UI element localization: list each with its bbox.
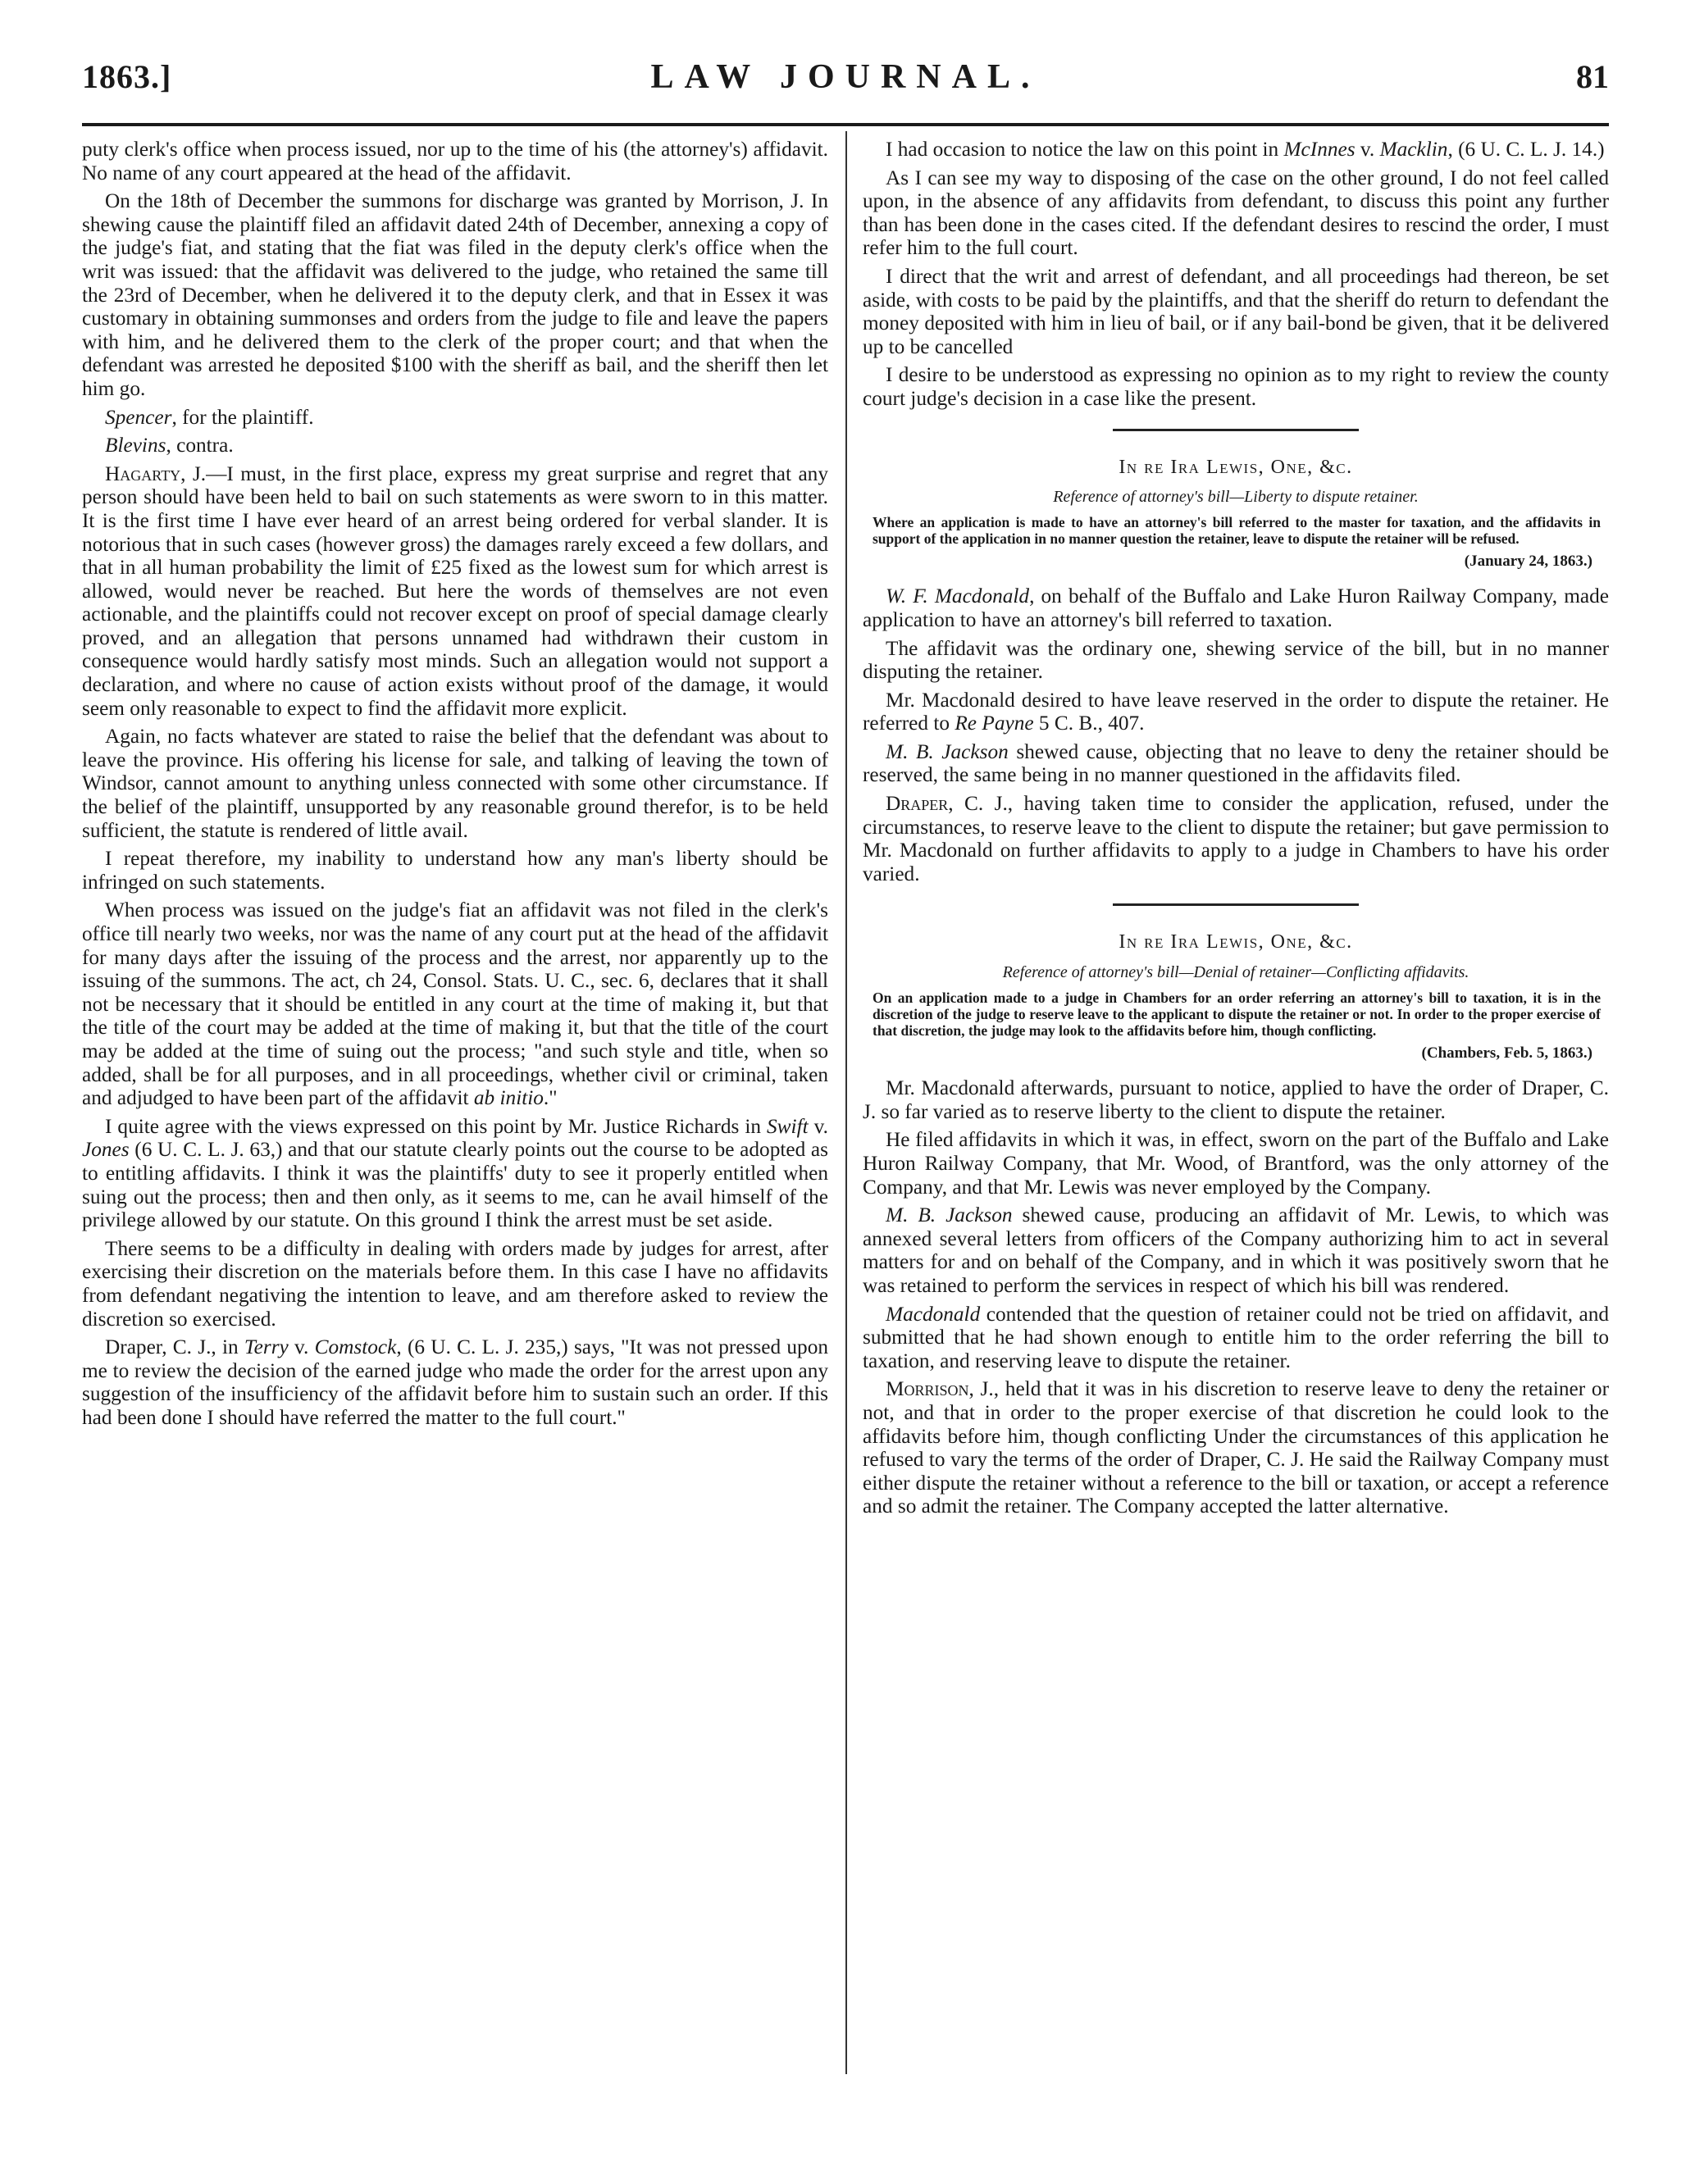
- header-year: 1863.]: [82, 58, 172, 95]
- paragraph: I repeat therefore, my inability to understand how any man's liberty should be infringed on such statements.: [82, 847, 828, 894]
- case-date: (Chambers, Feb. 5, 1863.): [1421, 1044, 1592, 1062]
- judgment-paragraph: [863, 1377, 1609, 1518]
- text: Draper, C. J., in: [105, 1335, 244, 1359]
- counsel-name: Macdonald: [886, 1302, 981, 1326]
- section-separator: [1113, 903, 1359, 906]
- counsel-name: W. F. Macdonald: [886, 585, 1030, 608]
- case-party: Macklin: [1379, 138, 1448, 161]
- counsel-name: M. B. Jackson: [886, 1203, 1013, 1227]
- case-party: McInnes: [1283, 138, 1356, 161]
- case-party: Jones: [82, 1138, 130, 1162]
- text: v.: [288, 1335, 315, 1359]
- counsel-role: , contra.: [166, 434, 234, 457]
- paragraph: [82, 1115, 828, 1232]
- text: I quite agree with the views expressed on this point by Mr. Justice Richards in: [105, 1114, 768, 1138]
- case-citation: Re Payne: [955, 712, 1034, 735]
- judgment-paragraph: [82, 462, 828, 721]
- judge-name: Draper, C. J.: [886, 792, 1008, 816]
- case-party: Terry: [244, 1335, 289, 1359]
- text: contended that the question of retainer could not be tried on affidavit, and submitted that he had shown enough to entitle him to the order referring the bill to taxation, and reserving leave to dispute the retainer.: [863, 1302, 1609, 1372]
- paragraph: [863, 1203, 1609, 1297]
- paragraph: I desire to be understood as expressing no opinion as to my right to review the county court judge's decision in a case like the present.: [863, 363, 1609, 410]
- paragraph: [863, 585, 1609, 631]
- text: (6 U. C. L. J. 63,) and that our statute clearly points out the course to be adopted as to entitling affidavits. I think it was the plaintiffs' duty to see it properly entitled when suing out the process; then and then only, as it seems to me, can he avail himself of the privilege allowed by our statute. On this ground I think the arrest must be set aside.: [82, 1138, 828, 1232]
- text: , (6 U. C. L. J. 14.): [1447, 138, 1605, 161]
- text: .": [543, 1086, 558, 1110]
- case-subtitle: Reference of attorney's bill—Denial of retainer—Conflicting affidavits.: [1002, 963, 1469, 982]
- paragraph: The affidavit was the ordinary one, shewing service of the bill, but in no manner disputing the retainer.: [863, 636, 1609, 684]
- case-title: In re Ira Lewis, One, &c.: [1119, 931, 1353, 953]
- header-rule: [82, 123, 1609, 126]
- counsel-line: [82, 406, 828, 430]
- paragraph: [863, 1303, 1609, 1373]
- text: v.: [1355, 138, 1380, 161]
- case-date: (January 24, 1863.): [1464, 552, 1592, 570]
- paragraph: I direct that the writ and arrest of defendant, and all proceedings had thereon, be set aside, with costs to be paid by the plaintiffs, and that the sheriff do return to defendant the money deposited with him in lieu of bail, or if any bail-bond be given, that it be delivered up to be cancelled: [863, 264, 1609, 358]
- case-party: Comstock: [314, 1335, 397, 1359]
- paragraph: On the 18th of December the summons for discharge was granted by Morrison, J. In shewing cause the plaintiff filed an affidavit dated 24th of December, annexing a copy of the judge's fiat, and stating that the fiat was filed in the deputy clerk's office when the writ was issued: that the affidavit was delivered to the judge, who retained the same till the 23rd of December, when he delivered it to the deputy clerk, and that in Essex it was customary in obtaining summonses and orders from the judge to file and leave the papers with him, and he delivered them to the clerk of the proper court; and that when the defendant was arrested he deposited $100 with the sheriff as bail, and the sheriff then let him go.: [82, 189, 828, 400]
- counsel-name: Blevins: [105, 434, 166, 457]
- case-title: In re Ira Lewis, One, &c.: [1119, 456, 1353, 478]
- paragraph: [863, 138, 1609, 162]
- counsel-line: [82, 434, 828, 457]
- text: 5 C. B., 407.: [1033, 712, 1145, 735]
- text: shewed cause, producing an affidavit of Mr. Lewis, to which was annexed several letters from officers of the Company authorizing him to act in several matters for and on behalf of the Company, and in which it was positively sworn that he was retained to perform the services in respect of which his bill was rendered.: [863, 1203, 1610, 1297]
- counsel-name: M. B. Jackson: [886, 739, 1009, 763]
- latin-phrase: ab initio: [473, 1086, 544, 1110]
- paragraph: [82, 899, 828, 1109]
- judge-name: Morrison, J.: [886, 1377, 994, 1401]
- left-column: [82, 138, 828, 1434]
- paragraph: [82, 1335, 828, 1429]
- paragraph: [863, 689, 1609, 735]
- text: , having taken time to consider the application, refused, under the circumstances, to reserve leave to the client to dispute the retainer; but gave permission to Mr. Macdonald on further affidavits to apply to a judge in Chambers to have his order varied.: [863, 792, 1609, 885]
- text: Mr. Macdonald desired to have leave reserved in the order to dispute the retainer. He referred to: [863, 688, 1609, 735]
- text: shewed cause, objecting that no leave to deny the retainer should be reserved, the same being in no manner questioned in the affidavits filed.: [863, 739, 1609, 787]
- text: , on behalf of the Buffalo and Lake Huron Railway Company, made application to have an attorney's bill referred to taxation.: [863, 585, 1609, 631]
- paragraph: As I can see my way to disposing of the case on the other ground, I do not feel called upon, in the absence of any affidavits from defendant, to discuss this point any further than has been done in the cases cited. If the defendant desires to rescind the order, I must refer him to the full court.: [863, 166, 1609, 260]
- paragraph: [863, 740, 1609, 787]
- page-number: 81: [1576, 58, 1609, 95]
- paragraph: Again, no facts whatever are stated to raise the belief that the defendant was about to leave the province. His offering his license for sale, and talking of leaving the town of Windsor, cannot amount to anything unless connected with some other circumstance. If the belief of the plaintiff, unsupported by any reasonable ground therefor, is to be held sufficient, the statute is rendered of little avail.: [82, 725, 828, 842]
- text: I had occasion to notice the law on this point in: [886, 138, 1284, 161]
- column-divider: [845, 131, 847, 2074]
- counsel-name: Spencer: [105, 405, 172, 429]
- paragraph: Mr. Macdonald afterwards, pursuant to notice, applied to have the order of Draper, C. J. so far varied as to reserve liberty to the client to dispute the retainer.: [863, 1076, 1609, 1123]
- headnote: On an application made to a judge in Chambers for an order referring an attorney's bill to taxation, it is in the discretion of the judge to reserve leave to the applicant to dispute the retainer or not. In order to the proper exercise of that discretion, the judge may look to the affidavits before him, though conflicting.: [873, 989, 1601, 1039]
- case-subtitle: Reference of attorney's bill—Liberty to dispute retainer.: [1053, 488, 1419, 507]
- right-column: [863, 138, 1609, 1523]
- judgment-text: —I must, in the first place, express my great surprise and regret that any person should have been held to bail on such statements as were sworn to in this matter. It is the first time I have ever heard of an arrest being ordered for verbal slander. It is notorious that in such cases (however gross) the damages rarely exceed a few dollars, and that in all human probability the limit of £25 fixed as the lowest sum for which arrest is allowed, would never be reached. But here the words of themselves are not even actionable, and the plaintiffs could not recover except on proof of special damage clearly proved, and an allegation that persons unnamed had withdrawn their custom in consequence would hardly satisfy most minds. Such an allegation would not support a declaration, and where no cause of action exists without proof of the damage, it would seem only reasonable to expect to find the affidavit more explicit.: [82, 462, 828, 720]
- section-separator: [1113, 429, 1359, 431]
- headnote: Where an application is made to have an attorney's bill referred to the master for taxation, and the affidavits in support of the application in no manner question the retainer, leave to dispute the retainer will be refused.: [873, 513, 1601, 547]
- judgment-paragraph: [863, 792, 1609, 885]
- journal-title: LAW JOURNAL.: [650, 58, 1041, 96]
- case-party: Swift: [767, 1114, 809, 1138]
- paragraph: He filed affidavits in which it was, in effect, sworn on the part of the Buffalo and Lake Huron Railway Company, that Mr. Wood, of Brantford, was the only attorney of the Company, and that Mr. Lewis was never employed by the Company.: [863, 1128, 1609, 1199]
- text: , (6 U. C. L. J. 235,) says, "It was not pressed upon me to review the decision of the earned judge who made the order for the arrest upon any suggestion of the insufficiency of the affidavit before him to sustain such an order. If this had been done I should have referred the matter to the full court.": [82, 1335, 828, 1429]
- text: When process was issued on the judge's fiat an affidavit was not filed in the clerk's office till nearly two weeks, nor was the name of any court put at the head of the affidavit for many days after the issuing of the process and the arrest, nor apparently up to the issuing of the summons. The act, ch 24, Consol. Stats. U. C., sec. 6, declares that it shall not be necessary that it should be entitled in any court at the time of making it, but that the title of the court may be added at the time of making it, but that the title of the court may be added at the time of suing out the process; "and such style and title, when so added, shall be for all purposes, and in all proceedings, whether civil or criminal, taken and adjudged to have been part of the affidavit: [82, 899, 828, 1110]
- judge-name: Hagarty, J.: [105, 462, 207, 485]
- text: , held that it was in his discretion to reserve leave to deny the retainer or not, and that in order to the proper exercise of that discretion he could look to the affidavits before him, though conflicting Under the circumstances of this application he refused to vary the terms of the order of Draper, C. J. He said the Railway Company must either dispute the retainer without a reference to the bill or taxation, or accept a reference and so admit the retainer. The Company accepted the latter alternative.: [863, 1377, 1609, 1518]
- text: v.: [808, 1114, 828, 1138]
- counsel-role: , for the plaintiff.: [171, 405, 314, 429]
- paragraph: puty clerk's office when process issued, nor up to the time of his (the attorney's) affidavit. No name of any court appeared at the head of the affidavit.: [82, 138, 828, 184]
- page-header: [82, 57, 1609, 123]
- paragraph: There seems to be a difficulty in dealing with orders made by judges for arrest, after exercising their discretion on the materials before them. In this case I have no affidavits from defendant negativing the intention to leave, and am therefore asked to review the discretion so exercised.: [82, 1236, 828, 1331]
